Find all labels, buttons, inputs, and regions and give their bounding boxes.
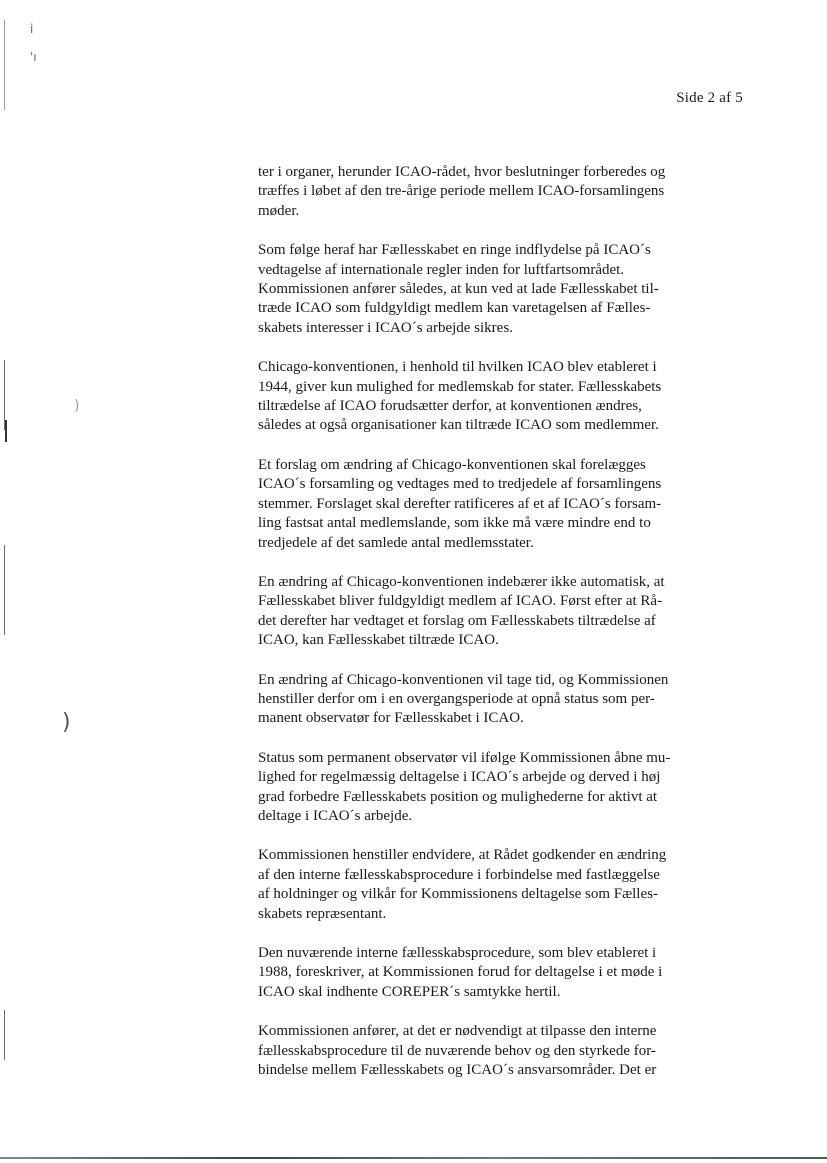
paragraph: [258, 944, 744, 1002]
scan-mark: 'ı: [30, 50, 37, 64]
text-line: lighed for regelmæssig deltagelse i ICAO´s arbejde og derved i høj: [258, 769, 661, 786]
text-line: Fællesskabet bliver fuldgyldigt medlem af ICAO. Først efter at Rå-: [258, 593, 663, 610]
text-line: Kommissionen anfører således, at kun ved at lade Fællesskabet til-: [258, 281, 659, 298]
text-line: af holdninger og vilkår for Kommissionens deltagelse som Fælles-: [258, 886, 658, 903]
paragraph: [258, 241, 744, 338]
text-line: Status som permanent observatør vil ifølge Kommissionen åbne mu-: [258, 749, 671, 766]
text-line: tiltrædelse af ICAO forudsætter derfor, at konventionen ændres,: [258, 398, 642, 415]
text-line: En ændring af Chicago-konventionen vil tage tid, og Kommissionen: [258, 671, 669, 688]
scan-mark: i: [30, 22, 34, 36]
text-line: deltage i ICAO´s arbejde.: [258, 807, 413, 824]
text-line: træffes i løbet af den tre-årige periode mellem ICAO-forsamlingens: [258, 183, 665, 200]
paragraph: [258, 1022, 744, 1080]
paragraph: [258, 749, 744, 827]
text-line: henstiller derfor om i en overgangsperiode at opnå status som per-: [258, 690, 655, 707]
scan-mark: ): [62, 710, 71, 735]
scan-edge-left-middle: [4, 545, 5, 635]
text-line: vedtagelse af internationale regler inden for luftfartsområdet.: [258, 261, 625, 278]
text-line: møder.: [258, 202, 300, 219]
scan-edge-left-dark: [5, 420, 7, 442]
text-line: Et forslag om ændring af Chicago-konventionen skal forelægges: [258, 456, 646, 473]
scan-edge-left-bottom: [4, 1010, 5, 1060]
text-line: 1988, foreskriver, at Kommissionen forud for deltagelse i et møde i: [258, 964, 663, 981]
paragraph: [258, 358, 744, 436]
text-line: således at også organisationer kan tiltræde ICAO som medlemmer.: [258, 417, 659, 434]
text-line: det derefter har vedtaget et forslag om Fællesskabets tiltrædelse af: [258, 612, 656, 629]
text-line: Den nuværende interne fællesskabsprocedure, som blev etableret i: [258, 945, 657, 961]
document-body: [258, 163, 744, 1100]
text-line: Kommissionen anfører, at det er nødvendigt at tilpasse den interne: [258, 1023, 657, 1040]
text-line: skabets repræsentant.: [258, 905, 387, 922]
paragraph: [258, 846, 744, 924]
text-line: 1944, giver kun mulighed for medlemskab for stater. Fællesskabets: [258, 378, 662, 395]
text-line: ICAO skal indhente COREPER´s samtykke hertil.: [258, 983, 561, 1000]
text-line: fællesskabsprocedure til de nuværende behov og den styrkede for-: [258, 1042, 656, 1059]
text-line: Kommissionen henstiller endvidere, at Rådet godkender en ændring: [258, 847, 667, 864]
text-line: af den interne fællesskabsprocedure i forbindelse med fastlæggelse: [258, 866, 660, 883]
text-line: grad forbedre Fællesskabets position og mulighederne for aktivt at: [258, 788, 658, 805]
paragraph: [258, 573, 744, 651]
paragraph: [258, 671, 744, 729]
text-line: manent observatør for Fællesskabet i ICAO.: [258, 710, 524, 727]
paragraph: [258, 163, 744, 221]
text-line: Som følge heraf har Fællesskabet en ringe indflydelse på ICAO´s: [258, 242, 651, 259]
text-line: stemmer. Forslaget skal derefter ratificeres af et af ICAO´s forsam-: [258, 495, 662, 512]
scan-edge-bottom: [0, 1157, 827, 1159]
text-line: ICAO, kan Fællesskabet tiltræde ICAO.: [258, 632, 499, 649]
text-line: træde ICAO som fuldgyldigt medlem kan varetagelsen af Fælles-: [258, 300, 651, 317]
text-line: En ændring af Chicago-konventionen indebærer ikke automatisk, at: [258, 573, 665, 590]
scan-mark: ): [74, 398, 80, 414]
paragraph: [258, 456, 744, 553]
text-line: ICAO´s forsamling og vedtages med to tredjedele af forsamlingens: [258, 476, 662, 493]
page-number: Side 2 af 5: [676, 90, 743, 106]
scan-edge-left-top: [4, 20, 5, 110]
text-line: ling fastsat antal medlemslande, som ikke må være mindre end to: [258, 515, 651, 532]
text-line: ter i organer, herunder ICAO-rådet, hvor beslutninger forberedes og: [258, 164, 666, 180]
text-line: tredjedele af det samlede antal medlemsstater.: [258, 534, 534, 551]
text-line: Chicago-konventionen, i henhold til hvilken ICAO blev etableret i: [258, 359, 657, 376]
text-line: bindelse mellem Fællesskabets og ICAO´s ansvarsområder. Det er: [258, 1062, 657, 1079]
text-line: skabets interesser i ICAO´s arbejde sikres.: [258, 319, 513, 336]
